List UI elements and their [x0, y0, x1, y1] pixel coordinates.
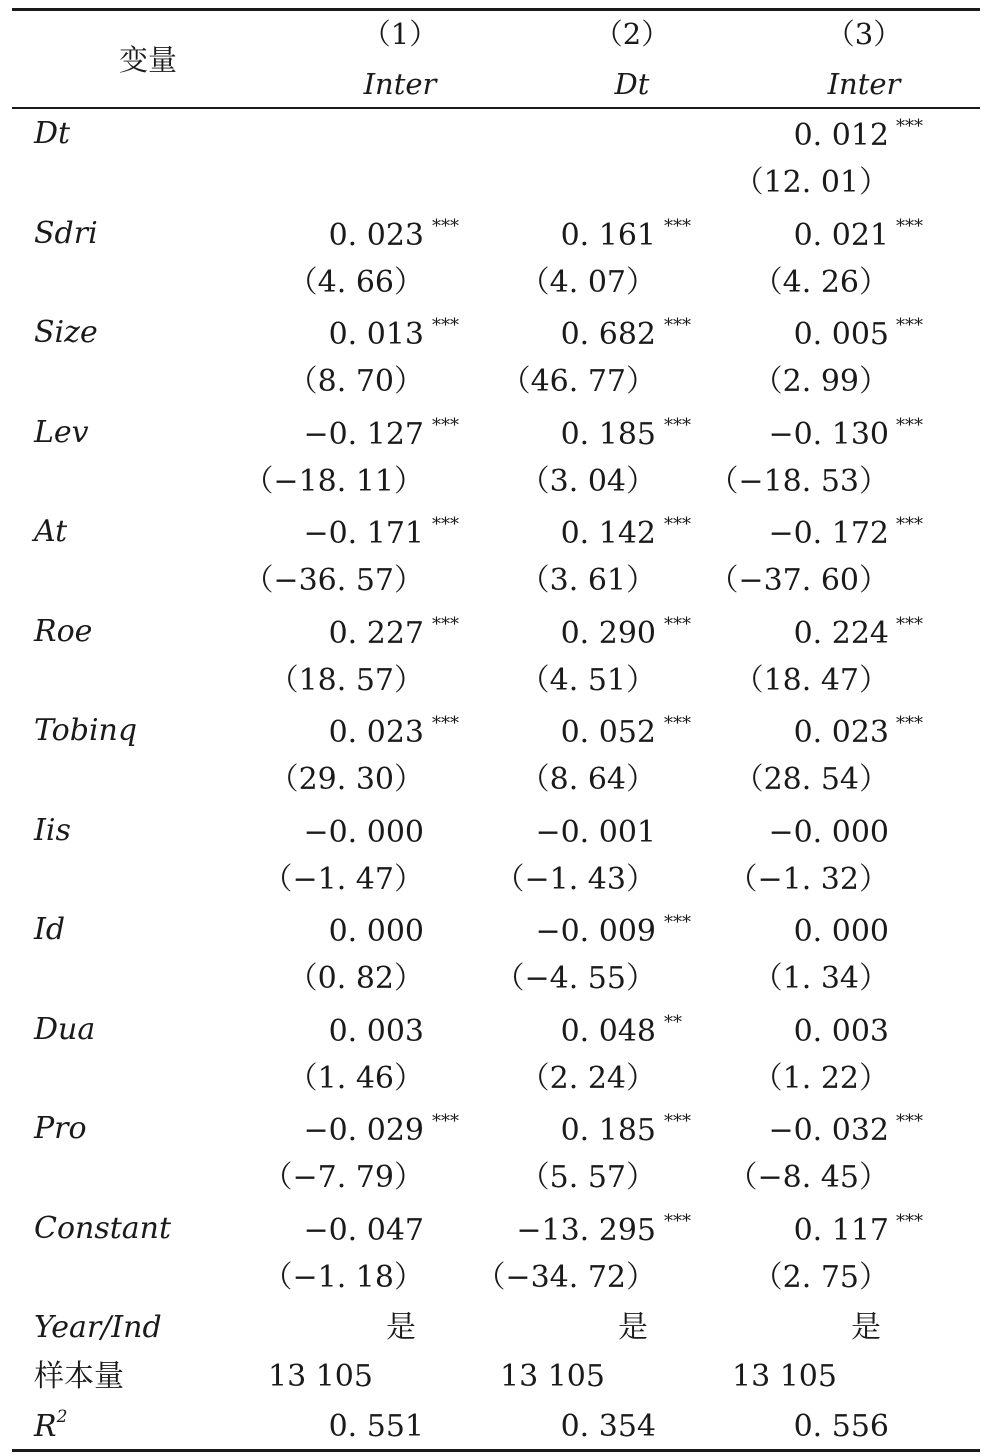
coefficient-col-2: 0. 185 [560, 417, 656, 452]
r-squared-col-2: 0. 354 [560, 1409, 656, 1444]
coefficient-col-3: 0. 012 [793, 118, 889, 153]
t-stat-col-2: （5. 57） [519, 1160, 656, 1195]
t-stat-col-2: （3. 04） [519, 464, 656, 499]
coefficient-col-1: −0. 171 [303, 516, 424, 551]
coefficient-col-1: −0. 029 [303, 1113, 424, 1148]
variable-name: Iis [34, 813, 71, 848]
t-stat-col-1: （29. 30） [268, 762, 424, 797]
significance-stars-col-2: *** [664, 1111, 691, 1132]
column-2-dependent: Dt [614, 67, 650, 101]
variable-name: Roe [34, 614, 93, 649]
coefficient-col-2: 0. 161 [560, 218, 656, 253]
coefficient-col-2: −0. 001 [535, 815, 656, 850]
fixed-effects-col-3: 是 [851, 1310, 881, 1345]
coefficient-col-1: 0. 023 [328, 218, 424, 253]
t-stat-col-1: （−7. 79） [262, 1160, 424, 1195]
significance-stars-col-1: *** [432, 216, 459, 237]
t-stat-col-1: （−36. 57） [243, 563, 424, 598]
t-stat-col-3: （−8. 45） [727, 1160, 889, 1195]
coefficient-col-1: −0. 127 [303, 417, 424, 452]
fixed-effects-col-2: 是 [618, 1310, 648, 1345]
t-stat-col-2: （−4. 55） [494, 961, 656, 996]
coefficient-col-2: 0. 048 [560, 1014, 656, 1049]
significance-stars-col-1: *** [432, 315, 459, 336]
column-2-number: （2） [593, 17, 671, 51]
coefficient-col-1: 0. 227 [328, 616, 424, 651]
variable-name: Id [34, 912, 66, 947]
t-stat-col-1: （18. 57） [268, 663, 424, 698]
t-stat-col-3: （18. 47） [733, 663, 889, 698]
coefficient-col-2: −0. 009 [535, 914, 656, 949]
coefficient-col-2: 0. 052 [560, 715, 656, 750]
variable-name: Size [34, 315, 98, 350]
sample-size-col-2: 13 105 [500, 1359, 605, 1394]
t-stat-col-3: （4. 26） [752, 265, 889, 300]
fixed-effects-col-1: 是 [386, 1310, 416, 1345]
coefficient-col-3: 0. 005 [793, 317, 889, 352]
r-squared-col-3: 0. 556 [793, 1409, 889, 1444]
variable-header: 变量 [118, 43, 177, 77]
t-stat-col-2: （4. 51） [519, 663, 656, 698]
t-stat-col-2: （3. 61） [519, 563, 656, 598]
table-top-rule [12, 8, 980, 11]
significance-stars-col-3: *** [896, 216, 923, 237]
coefficient-col-1: 0. 003 [328, 1014, 424, 1049]
coefficient-col-3: 0. 003 [793, 1014, 889, 1049]
significance-stars-col-3: *** [896, 1211, 923, 1232]
significance-stars-col-2: *** [664, 415, 691, 436]
coefficient-col-1: −0. 047 [303, 1213, 424, 1248]
coefficient-col-3: 0. 023 [793, 715, 889, 750]
table-bottom-rule [12, 1449, 980, 1452]
variable-name: Lev [34, 415, 89, 450]
coefficient-col-1: 0. 023 [328, 715, 424, 750]
significance-stars-col-3: *** [896, 614, 923, 635]
significance-stars-col-2: ** [664, 1012, 682, 1033]
coefficient-col-3: −0. 172 [768, 516, 889, 551]
significance-stars-col-2: *** [664, 514, 691, 535]
t-stat-col-3: （2. 75） [752, 1260, 889, 1295]
significance-stars-col-1: *** [432, 1111, 459, 1132]
coefficient-col-2: −13. 295 [516, 1213, 656, 1248]
t-stat-col-1: （8. 70） [287, 364, 424, 399]
significance-stars-col-2: *** [664, 912, 691, 933]
significance-stars-col-1: *** [432, 415, 459, 436]
significance-stars-col-3: *** [896, 713, 923, 734]
t-stat-col-1: （4. 66） [287, 265, 424, 300]
fixed-effects-label: Year/Ind [34, 1310, 162, 1345]
r-squared-superscript: 2 [56, 1407, 68, 1427]
column-1-dependent: Inter [363, 67, 437, 101]
t-stat-col-3: （1. 34） [752, 961, 889, 996]
t-stat-col-1: （−18. 11） [243, 464, 424, 499]
t-stat-col-3: （−18. 53） [708, 464, 889, 499]
t-stat-col-3: （−37. 60） [708, 563, 889, 598]
r-squared-col-1: 0. 551 [328, 1409, 424, 1444]
significance-stars-col-2: *** [664, 315, 691, 336]
coefficient-col-3: 0. 117 [793, 1213, 889, 1248]
coefficient-col-1: −0. 000 [303, 815, 424, 850]
variable-name: Dt [34, 116, 71, 151]
significance-stars-col-3: *** [896, 514, 923, 535]
t-stat-col-2: （2. 24） [519, 1061, 656, 1096]
coefficient-col-3: −0. 000 [768, 815, 889, 850]
t-stat-col-3: （−1. 32） [727, 862, 889, 897]
t-stat-col-1: （−1. 18） [262, 1260, 424, 1295]
t-stat-col-3: （2. 99） [752, 364, 889, 399]
column-3-dependent: Inter [827, 67, 901, 101]
significance-stars-col-2: *** [664, 614, 691, 635]
t-stat-col-1: （1. 46） [287, 1061, 424, 1096]
t-stat-col-2: （4. 07） [519, 265, 656, 300]
coefficient-col-3: 0. 224 [793, 616, 889, 651]
t-stat-col-3: （12. 01） [733, 165, 889, 200]
variable-name: At [34, 514, 68, 549]
significance-stars-col-3: *** [896, 315, 923, 336]
column-3-number: （3） [825, 17, 903, 51]
coefficient-col-3: −0. 032 [768, 1113, 889, 1148]
significance-stars-col-1: *** [432, 614, 459, 635]
t-stat-col-3: （1. 22） [752, 1061, 889, 1096]
significance-stars-col-3: *** [896, 1111, 923, 1132]
column-1-number: （1） [361, 17, 439, 51]
sample-size-col-1: 13 105 [268, 1359, 373, 1394]
variable-name: Constant [34, 1211, 172, 1246]
coefficient-col-2: 0. 185 [560, 1113, 656, 1148]
coefficient-col-3: 0. 000 [793, 914, 889, 949]
coefficient-col-3: −0. 130 [768, 417, 889, 452]
coefficient-col-3: 0. 021 [793, 218, 889, 253]
significance-stars-col-2: *** [664, 713, 691, 734]
t-stat-col-1: （−1. 47） [262, 862, 424, 897]
significance-stars-col-3: *** [896, 415, 923, 436]
t-stat-col-3: （28. 54） [733, 762, 889, 797]
coefficient-col-2: 0. 682 [560, 317, 656, 352]
table-header-rule [12, 107, 980, 109]
coefficient-col-2: 0. 142 [560, 516, 656, 551]
r-squared-letter: R [34, 1409, 57, 1444]
sample-size-label: 样本量 [34, 1359, 124, 1394]
variable-name: Pro [34, 1111, 87, 1146]
coefficient-col-1: 0. 000 [328, 914, 424, 949]
r-squared-label [34, 1407, 67, 1447]
significance-stars-col-2: *** [664, 1211, 691, 1232]
significance-stars-col-3: *** [896, 116, 923, 137]
t-stat-col-2: （−34. 72） [475, 1260, 656, 1295]
variable-name: Dua [34, 1012, 96, 1047]
coefficient-col-1: 0. 013 [328, 317, 424, 352]
significance-stars-col-2: *** [664, 216, 691, 237]
variable-name: Sdri [34, 216, 98, 251]
t-stat-col-2: （46. 77） [500, 364, 656, 399]
t-stat-col-1: （0. 82） [287, 961, 424, 996]
t-stat-col-2: （−1. 43） [494, 862, 656, 897]
significance-stars-col-1: *** [432, 713, 459, 734]
coefficient-col-2: 0. 290 [560, 616, 656, 651]
sample-size-col-3: 13 105 [732, 1359, 837, 1394]
variable-name: Tobinq [34, 713, 138, 748]
t-stat-col-2: （8. 64） [519, 762, 656, 797]
significance-stars-col-1: *** [432, 514, 459, 535]
